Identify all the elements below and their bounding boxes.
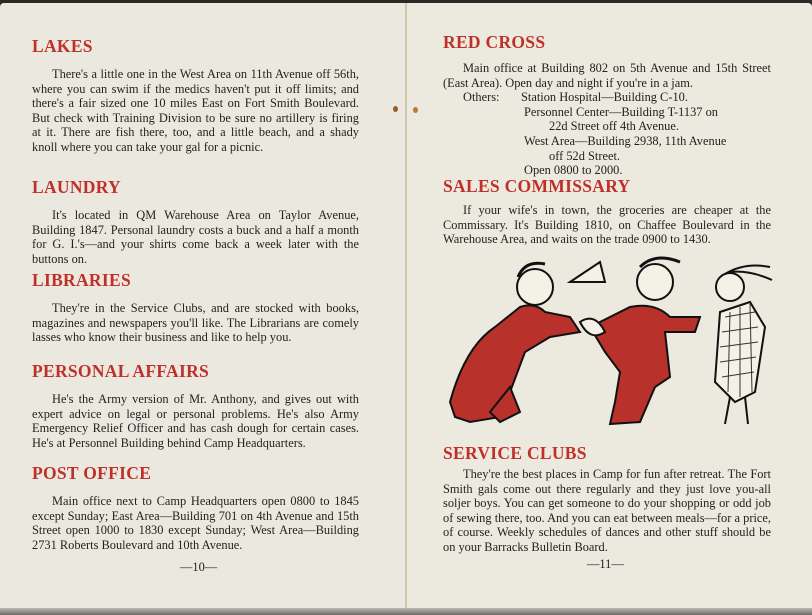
section-heading: LIBRARIES xyxy=(32,270,131,290)
section-heading: LAKES xyxy=(32,36,93,56)
page-number: —11— xyxy=(587,557,624,571)
others-item: Station Hospital—Building C-10. xyxy=(521,90,688,105)
section-heading: POST OFFICE xyxy=(32,463,152,483)
section-laundry xyxy=(32,177,359,266)
section-body: There's a little one in the West Area on 11th Avenue off 56th, where you can swim if the medics haven't put it off limits; and there's a fair sized one 10 miles East on Fort Smith Boulevard. But check with Training Division to be sure no artillery is firing at it. There are fish there, too, and a little beach, and a shady knoll where you can take your gal for a picnic. xyxy=(32,67,359,154)
section-libraries xyxy=(32,270,359,345)
others-label: Others: xyxy=(463,90,500,105)
section-body: He's the Army version of Mr. Anthony, and gives out with expert advice on legal or personal problems. He's also Army Emergency Relief Officer and has cash dough for certain cases. He's at Personnel Building behind Camp Headquarters. xyxy=(32,392,359,450)
others-item: West Area—Building 2938, 11th Avenue xyxy=(524,133,727,148)
others-item: Personnel Center—Building T-1137 on xyxy=(524,104,718,119)
section-body: Main office at Building 802 on 5th Avenue and 15th Street (East Area). Open day and night if you're in a jam. xyxy=(443,61,771,90)
section-lakes xyxy=(32,36,359,155)
cartoon-illustration xyxy=(440,252,775,432)
section-personal-affairs xyxy=(32,361,359,450)
section-post-office xyxy=(32,463,359,552)
section-red-cross xyxy=(443,32,771,178)
section-body: If your wife's in town, the groceries are cheaper at the Commissary. It's Building 1810, on Chaffee Boulevard in the Warehouse Area, and waits on the trade 0900 to 1430. xyxy=(443,203,771,247)
section-heading: LAUNDRY xyxy=(32,177,121,197)
page-edge xyxy=(0,608,812,615)
section-heading: SERVICE CLUBS xyxy=(443,443,587,463)
section-heading: SALES COMMISSARY xyxy=(443,176,631,196)
section-sales-commissary xyxy=(443,176,771,247)
girl-figure xyxy=(715,266,772,424)
rust-stain xyxy=(413,107,418,113)
section-body: Main office next to Camp Headquarters open 0800 to 1845 except Sunday; East Area—Building 701 on 4th Avenue and 15th Street open 1000 to 1830 except Sunday; West Area—Building 2731 Roberts Boulevard and 10th Avenue. xyxy=(32,494,359,552)
others-list xyxy=(443,90,771,178)
section-service-clubs xyxy=(443,443,771,555)
soldier-left-figure xyxy=(450,262,605,422)
section-heading: PERSONAL AFFAIRS xyxy=(32,361,210,381)
others-item: Open 0800 to 2000. xyxy=(524,163,623,178)
section-body: They're the best places in Camp for fun after retreat. The Fort Smith gals come out there regularly and they just love you-all soljer boys. You can get someone to do your shopping or odd job of sewing there, too. And you can eat between meals—for a price, of course. Weekly schedules of dances and other stuff should be on your Barracks Bulletin Board. xyxy=(443,467,771,554)
book-gutter xyxy=(405,3,407,612)
section-heading: RED CROSS xyxy=(443,32,546,52)
others-item: off 52d Street. xyxy=(549,148,621,163)
section-body: It's located in QM Warehouse Area on Taylor Avenue, Building 1847. Personal laundry costs a buck and a half a month for G. I.'s—and your shirts come back a week later with the buttons on. xyxy=(32,208,359,266)
rust-stain xyxy=(393,106,398,112)
page-number: —10— xyxy=(180,560,218,574)
others-item: 22d Street off 4th Avenue. xyxy=(549,119,679,134)
section-body: They're in the Service Clubs, and are stocked with books, magazines and newspapers you'll like. The Librarians are comely lasses who know their business and like to help you. xyxy=(32,301,359,345)
